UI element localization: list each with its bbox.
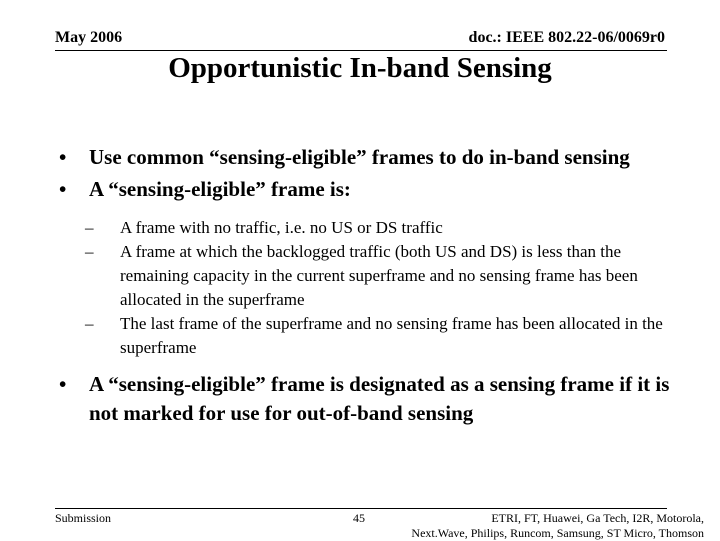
dash-icon: – [85,242,94,261]
footer-page-number: 45 [353,511,365,525]
bullet-1 [55,143,675,172]
slide-title: Opportunistic In-band Sensing [168,52,552,84]
footer-authors-line-1: ETRI, FT, Huawei, Ga Tech, I2R, Motorola, [491,511,704,525]
header-doc-id: doc.: IEEE 802.22-06/0069r0 [468,29,665,46]
slide-body [55,143,675,428]
footer-authors-line-2: Next.Wave, Philips, Runcom, Samsung, ST Micro, Thomson [411,526,704,540]
sub-bullet-3 [85,312,675,360]
header-divider [55,50,667,51]
sub-bullet-list [85,216,675,360]
bullet-dot-icon: • [59,177,67,201]
footer-divider [55,508,667,509]
dash-icon: – [85,314,94,333]
sub-bullet-2-text: A frame at which the backlogged traffic (both US and DS) is less than the remaining capacity in the current superframe and no sensing frame has been allocated in the superframe [120,242,638,309]
sub-bullet-2 [85,240,675,312]
bullet-dot-icon: • [59,372,67,396]
sub-bullet-1 [85,216,675,240]
footer-submission: Submission [55,511,112,525]
bullet-3-text: A “sensing-eligible” frame is designated as a sensing frame if it is not marked for use for out-of-band sensing [89,372,670,425]
sub-bullet-1-text: A frame with no traffic, i.e. no US or DS traffic [120,218,443,237]
bullet-2-text: A “sensing-eligible” frame is: [89,177,351,201]
sub-bullet-3-text: The last frame of the superframe and no sensing frame has been allocated in the superframe [120,314,663,357]
bullet-3 [55,370,675,428]
bullet-1-text: Use common “sensing-eligible” frames to do in-band sensing [89,145,630,169]
dash-icon: – [85,218,94,237]
bullet-2 [55,175,675,204]
bullet-dot-icon: • [59,145,67,169]
footer-authors [384,511,704,541]
header-date: May 2006 [55,29,123,46]
